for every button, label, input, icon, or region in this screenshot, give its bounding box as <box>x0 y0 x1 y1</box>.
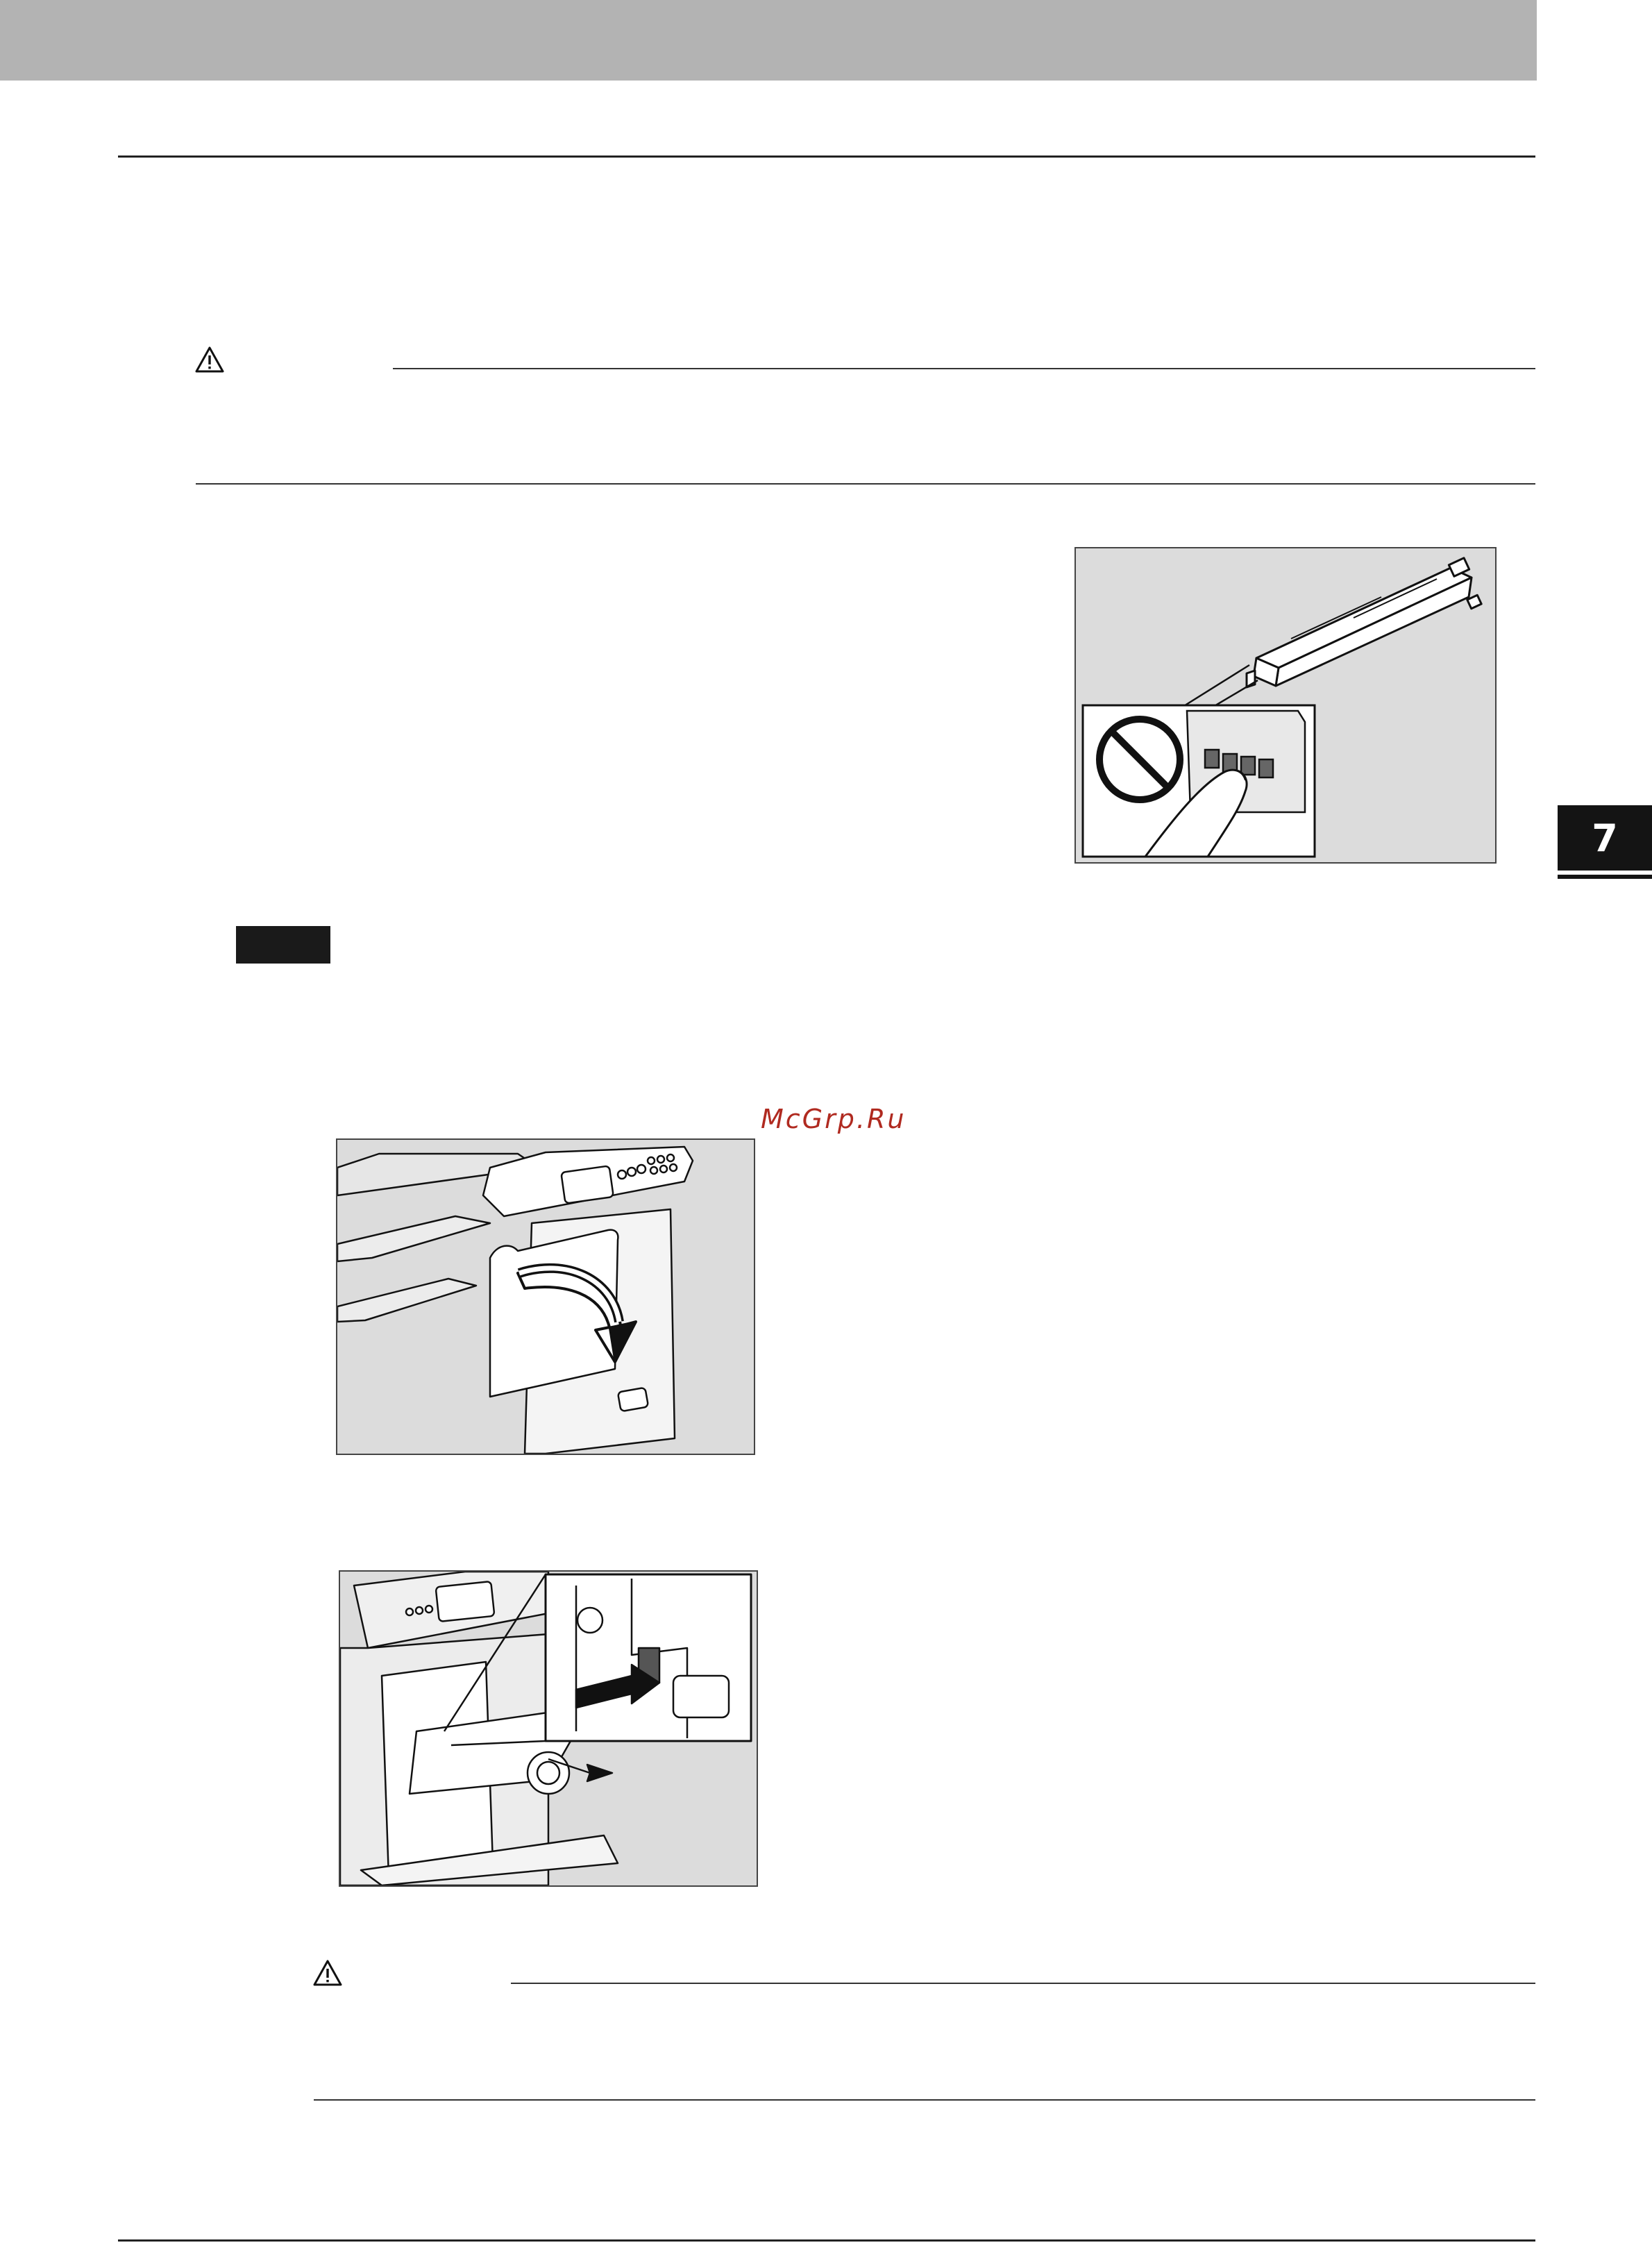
header-band <box>0 0 1537 81</box>
release-lever-inset <box>546 1574 751 1741</box>
chapter-number: 7 <box>1592 816 1618 860</box>
warning-triangle-icon <box>194 346 225 373</box>
toner-contacts-illustration <box>1074 547 1497 864</box>
caution-2-header-rule <box>511 1983 1535 1984</box>
caution-2-footer-rule <box>314 2099 1535 2101</box>
warning-triangle-icon <box>312 1959 343 1987</box>
contacts-inset <box>1083 705 1315 857</box>
chapter-tab[interactable] <box>1558 805 1652 871</box>
open-front-cover-illustration <box>336 1138 755 1455</box>
watermark: McGrp.Ru <box>761 1104 907 1134</box>
caution-header-rule <box>393 368 1535 369</box>
toner-cartridge <box>1247 558 1481 687</box>
bottom-rule <box>118 2239 1535 2242</box>
note-label-tab <box>236 926 330 964</box>
top-rule <box>118 155 1535 158</box>
remove-toner-cartridge-illustration <box>339 1570 758 1887</box>
caution-footer-rule <box>196 483 1535 485</box>
chapter-tab-underline <box>1558 875 1652 879</box>
